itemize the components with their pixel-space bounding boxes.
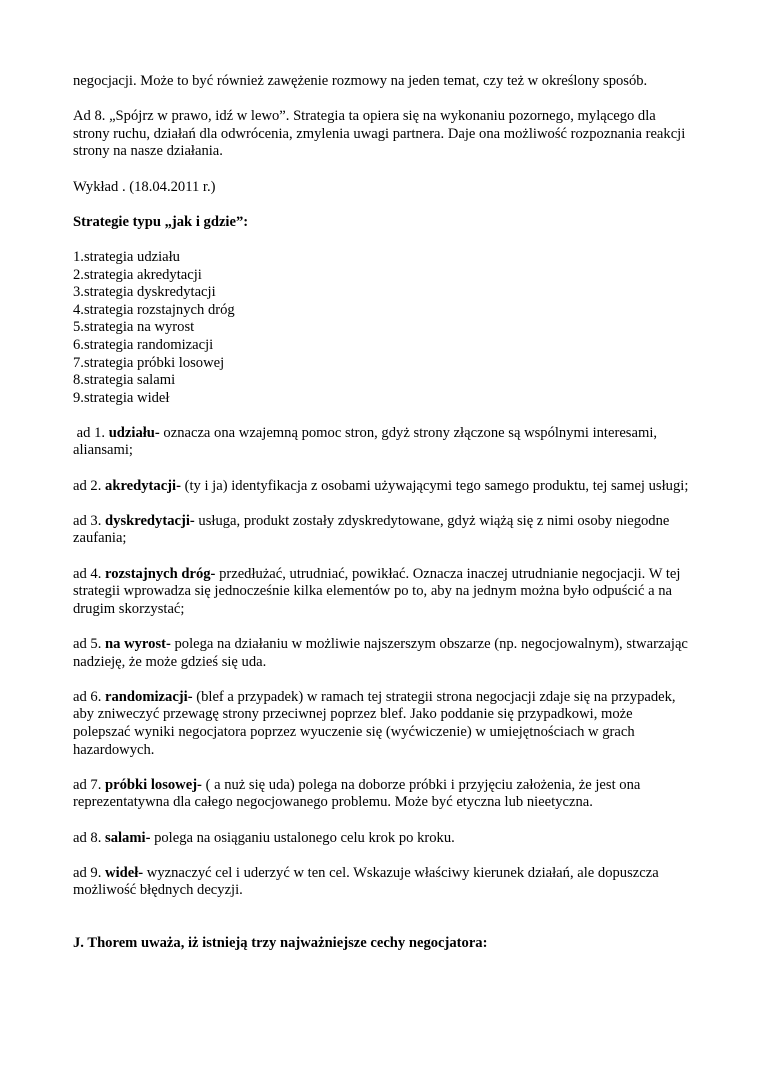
- ad-item-9: ad 9. wideł- wyznaczyć cel i uderzyć w ten cel. Wskazuje właściwy kierunek działań, ale dopuszcza możliwość błędnych decyzji.: [73, 864, 659, 899]
- paragraph-negotiation-narrowing: negocjacji. Może to być również zawężenie rozmowy na jeden temat, czy też w określony sposób.: [73, 73, 648, 89]
- document-page: [73, 73, 693, 953]
- section-heading-strategies: Strategie typu „jak i gdzie”:: [73, 213, 249, 230]
- ad-item-2: ad 2. akredytacji- (ty i ja) identyfikacja z osobami używającymi tego samego produktu, tej samej usługi;: [73, 477, 689, 494]
- list-item: 2.strategia akredytacji: [73, 266, 202, 283]
- list-item: 9.strategia wideł: [73, 389, 170, 406]
- paragraph-ad8-look-right: Ad 8. „Spójrz w prawo, idź w lewo”. Strategia ta opiera się na wykonaniu pozornego, mylącego dla strony ruchu, działań dla odwrócenia, zmylenia uwagi partnera. Daje ona możliwość rozpoznania reakcji strony na nasze działania.: [73, 108, 686, 160]
- list-item: 5.strategia na wyrost: [73, 319, 195, 336]
- list-item: 4.strategia rozstajnych dróg: [73, 301, 235, 318]
- list-item: 7.strategia próbki losowej: [73, 354, 225, 371]
- list-item: 8.strategia salami: [73, 372, 176, 389]
- list-item: 3.strategia dyskredytacji: [73, 284, 216, 301]
- list-item: 1.strategia udziału: [73, 248, 180, 265]
- ad-item-3: ad 3. dyskredytacji- usługa, produkt zostały zdyskredytowane, gdyż wiążą się z nimi osoby niegodne zaufania;: [73, 512, 670, 547]
- ad-item-6: ad 6. randomizacji- (blef a przypadek) w ramach tej strategii strona negocjacji zdaje się na przypadek, aby zniweczyć przewagę strony przeciwnej poprzez blef. Jako poddanie się przypadkowi, może polepszać wyniki negocjatora poprzez wyuczenie się (wyćwiczenie) w umiejętnościach w grach hazardowych.: [73, 688, 676, 758]
- ad-item-8: ad 8. salami- polega na osiąganiu ustalonego celu krok po kroku.: [73, 829, 455, 846]
- strategy-list: [73, 249, 693, 407]
- ad-item-1: ad 1. udziału- oznacza ona wzajemną pomoc stron, gdyż strony złączone są wspólnymi interesami, aliansami;: [73, 424, 661, 459]
- ad-item-5: ad 5. na wyrost- polega na działaniu w możliwie najszerszym obszarze (np. negocjowalnym), stwarzając nadzieję, że może gdzieś się uda.: [73, 636, 688, 670]
- list-item: 6.strategia randomizacji: [73, 336, 214, 353]
- ad-item-7: ad 7. próbki losowej- ( a nuż się uda) polega na doborze próbki i przyjęciu założenia, że jest ona reprezentatywna dla całego negocjowanego problemu. Może być etyczna lub nieetyczna.: [73, 776, 641, 811]
- lecture-date: Wykład . (18.04.2011 r.): [73, 178, 216, 195]
- ad-item-4: ad 4. rozstajnych dróg- przedłużać, utrudniać, powikłać. Oznacza inaczej utrudnianie negocjacji. W tej strategii wprowadza się jednocześnie kilka elementów po to, aby na jednym można było odpuścić a na drugim skorzystać;: [73, 565, 681, 617]
- negotiator-traits-heading: J. Thorem uważa, iż istnieją trzy najważniejsze cechy negocjatora:: [73, 934, 488, 951]
